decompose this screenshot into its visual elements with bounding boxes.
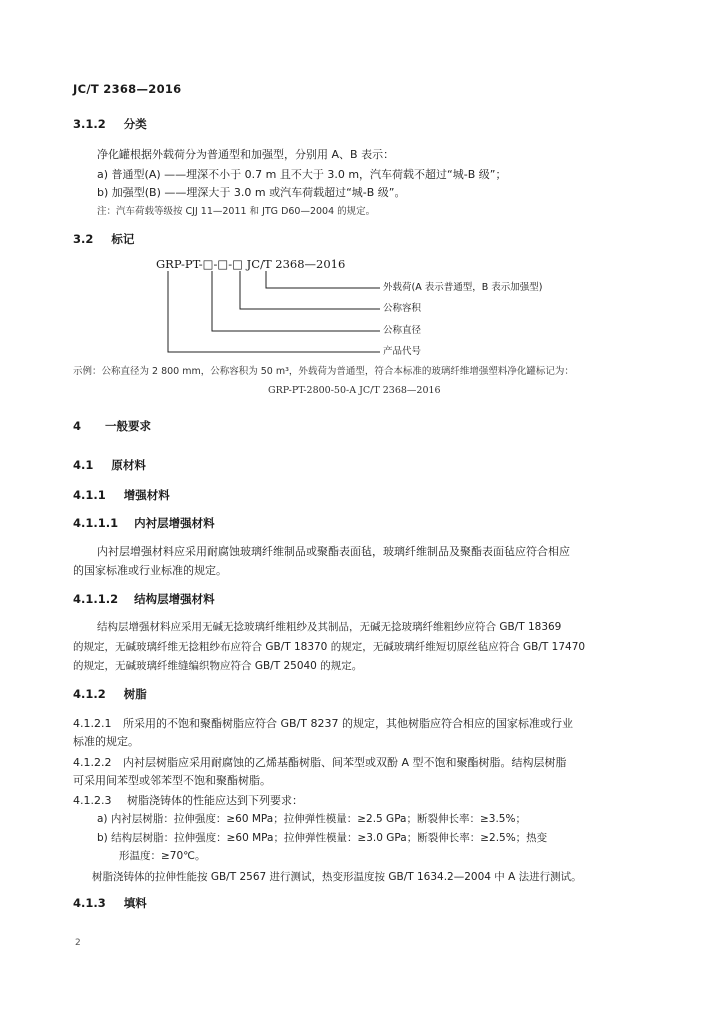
paragraph-line [73, 794, 303, 807]
leader-line-load [266, 271, 380, 288]
paragraph-line: 结构层增强材料应采用无碱无捻玻璃纤维粗纱及其制品，无碱无捻玻璃纤维粗纱应符合 GB/T 18369 [97, 621, 562, 633]
section-number: 4.1 [73, 458, 94, 472]
marking-label-product-code: 产品代号 [383, 346, 422, 357]
clause-number: 4.1.2.3 [73, 794, 112, 807]
note: 注：汽车荷载等级按 CJJ 11—2011 和 JTG D60—2004 的规定。 [97, 206, 376, 217]
marking-label-volume: 公称容积 [383, 303, 422, 314]
list-item: a) 普通型(A) ——埋深不小于 0.7 m 且不大于 3.0 m，汽车荷载不超过“城-B 级”； [97, 168, 507, 181]
section-heading-4-1-1-2 [73, 593, 215, 607]
clause-text: 内衬层树脂应采用耐腐蚀的乙烯基酯树脂、间苯型或双酚 A 型不饱和聚酯树脂。结构层树脂 [122, 756, 567, 769]
section-heading-4-1-3 [73, 897, 147, 911]
paragraph-line [73, 756, 567, 769]
section-heading-4-1-2 [73, 688, 147, 702]
leader-line-product-code [168, 271, 380, 352]
paragraph-line: 可采用间苯型或邻苯型不饱和聚酯树脂。 [73, 774, 271, 787]
marking-label-load: 外载荷(A 表示普通型，B 表示加强型) [383, 282, 543, 293]
marking-code-line: GRP-PT-□-□-□ JC/T 2368—2016 [156, 257, 346, 271]
paragraph-line: 标准的规定。 [73, 735, 139, 748]
section-number: 3.1.2 [73, 117, 106, 131]
section-title: 填料 [123, 896, 147, 910]
clause-text: 树脂浇铸体的性能应达到下列要求： [126, 794, 303, 807]
paragraph: 净化罐根据外载荷分为普通型和加强型，分别用 A、B 表示： [97, 148, 395, 161]
paragraph-line: 的规定，无碱玻璃纤维缝编织物应符合 GB/T 25040 的规定。 [73, 660, 363, 672]
clause-number: 4.1.2.2 [73, 756, 112, 769]
section-heading-4-1-1 [73, 489, 170, 503]
section-title: 一般要求 [105, 419, 152, 433]
page-number: 2 [75, 938, 81, 948]
document-code: JC/T 2368—2016 [73, 82, 182, 96]
clause-number: 4.1.2.1 [73, 717, 112, 730]
section-title: 原材料 [111, 458, 146, 472]
section-title: 结构层增强材料 [134, 592, 215, 606]
section-title: 树脂 [123, 687, 147, 701]
section-heading-4 [73, 420, 151, 434]
section-number: 4.1.1 [73, 488, 106, 502]
list-item: a) 内衬层树脂：拉伸强度：≥60 MPa；拉伸弹性模量：≥2.5 GPa；断裂伸长率：≥3.5%； [97, 813, 526, 825]
list-item-continuation: 形温度：≥70℃。 [119, 850, 206, 862]
example-text: 示例：公称直径为 2 800 mm，公称容积为 50 m³，外载荷为普通型，符合本标准的玻璃纤维增强塑料净化罐标记为： [73, 366, 574, 377]
section-title: 增强材料 [123, 488, 170, 502]
marking-label-diameter: 公称直径 [383, 325, 422, 336]
list-item: b) 结构层树脂：拉伸强度：≥60 MPa；拉伸弹性模量：≥3.0 GPa；断裂伸长率：≥2.5%；热变 [97, 832, 548, 844]
leader-line-volume [240, 271, 380, 309]
leader-line-diameter [212, 271, 380, 331]
section-number: 3.2 [73, 232, 94, 246]
paragraph-line: 内衬层增强材料应采用耐腐蚀玻璃纤维制品或聚酯表面毡，玻璃纤维制品及聚酯表面毡应符合相应 [97, 545, 570, 558]
section-heading-4-1 [73, 459, 146, 473]
section-title: 分类 [123, 117, 147, 131]
paragraph-line [73, 717, 573, 730]
section-title: 内衬层增强材料 [134, 516, 215, 530]
section-number: 4.1.2 [73, 687, 106, 701]
paragraph-line: 树脂浇铸体的拉伸性能按 GB/T 2567 进行测试，热变形温度按 GB/T 1634.2—2004 中 A 法进行测试。 [92, 871, 582, 883]
section-number: 4.1.1.1 [73, 516, 119, 530]
section-heading-4-1-1-1 [73, 517, 215, 531]
section-title: 标记 [111, 232, 135, 246]
clause-text: 所采用的不饱和聚酯树脂应符合 GB/T 8237 的规定，其他树脂应符合相应的国家标准或行业 [122, 717, 573, 730]
paragraph-line: 的规定，无碱玻璃纤维无捻粗纱布应符合 GB/T 18370 的规定，无碱玻璃纤维短切原丝毡应符合 GB/T 17470 [73, 641, 586, 653]
section-number: 4 [73, 419, 82, 433]
section-number: 4.1.3 [73, 896, 106, 910]
paragraph-line: 的国家标准或行业标准的规定。 [73, 564, 227, 577]
example-marking: GRP-PT-2800-50-A JC/T 2368—2016 [268, 385, 441, 396]
section-number: 4.1.1.2 [73, 592, 119, 606]
list-item: b) 加强型(B) ——埋深大于 3.0 m 或汽车荷载超过“城-B 级”。 [97, 186, 406, 199]
